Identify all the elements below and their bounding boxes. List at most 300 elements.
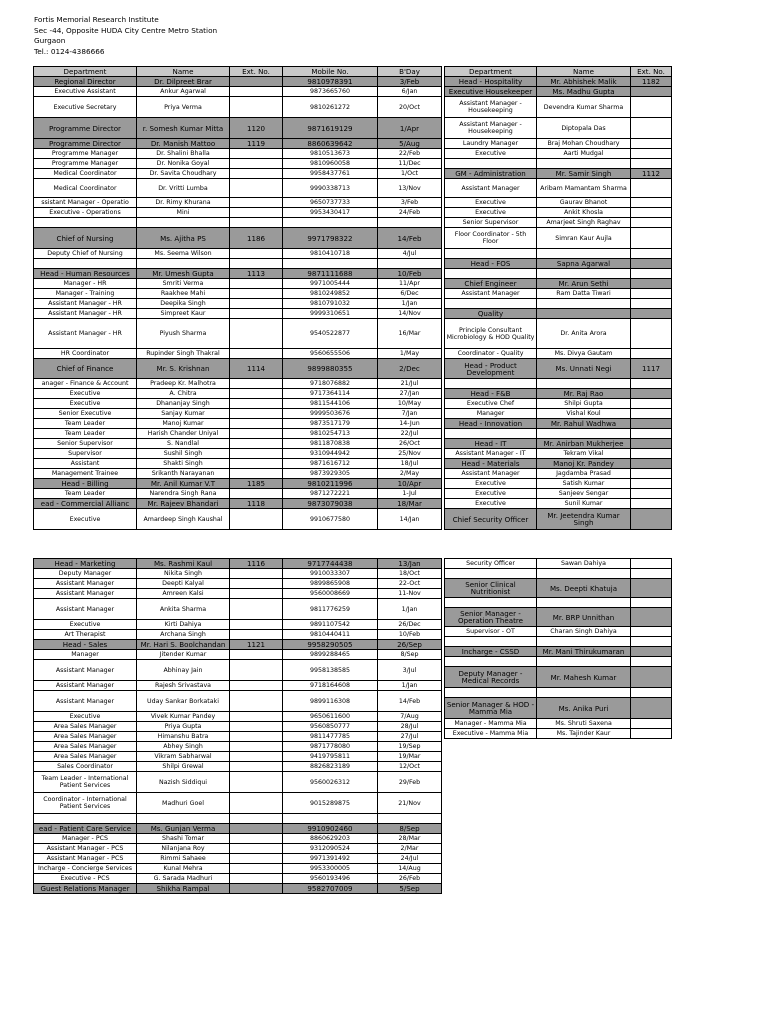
birthday-cell: 14/Jan	[378, 509, 442, 530]
birthday-cell: 8/Sep	[378, 650, 442, 660]
department-cell: Assistant Manager	[445, 179, 537, 198]
mobile-cell: 9871111688	[283, 269, 378, 279]
table-row	[445, 269, 672, 279]
birthday-cell: 14-Jun	[378, 419, 442, 429]
mobile-cell: 9873517179	[283, 419, 378, 429]
name-cell	[537, 379, 631, 389]
table-row	[445, 698, 672, 719]
birthday-cell: 7/Jan	[378, 409, 442, 419]
ext-cell	[230, 844, 283, 854]
department-cell: Assistant Manager - HR	[34, 309, 137, 319]
mobile-cell: 8860639642	[283, 139, 378, 149]
department-cell: Executive Housekeeper	[445, 87, 537, 97]
department-cell	[445, 637, 537, 647]
ext-cell: 1117	[631, 359, 672, 379]
department-cell	[445, 429, 537, 439]
birthday-cell: 10/Apr	[378, 479, 442, 489]
department-cell: Coordinator - International Patient Services	[34, 793, 137, 814]
birthday-cell: 1/Jan	[378, 599, 442, 620]
ext-cell	[230, 509, 283, 530]
ext-cell	[631, 159, 672, 169]
name-cell: Dr. Shalini Bhalla	[137, 149, 230, 159]
name-cell: Satish Kumar	[537, 479, 631, 489]
table-row	[34, 650, 442, 660]
table-row	[34, 569, 442, 579]
table-row	[445, 218, 672, 228]
birthday-cell	[378, 259, 442, 269]
department-cell: Head - Human Resources	[34, 269, 137, 279]
mobile-cell: 9899288465	[283, 650, 378, 660]
department-cell: Area Sales Manager	[34, 732, 137, 742]
table-row	[445, 729, 672, 739]
table-row	[445, 389, 672, 399]
mobile-cell: 9718164608	[283, 681, 378, 691]
name-cell: Shilpi Grewal	[137, 762, 230, 772]
mobile-cell	[283, 259, 378, 269]
department-cell: Executive Secretary	[34, 97, 137, 118]
name-cell: Archana Singh	[137, 630, 230, 640]
department-cell: Quality	[445, 309, 537, 319]
name-cell: Mr. Mahesh Kumar	[537, 667, 631, 688]
name-cell: Kunal Mehra	[137, 864, 230, 874]
department-cell: Executive	[34, 389, 137, 399]
table-row	[34, 169, 442, 179]
table-row	[34, 139, 442, 149]
name-cell: Mr. Mani Thirukumaran	[537, 647, 631, 657]
name-cell: Ms. Madhu Gupta	[537, 87, 631, 97]
department-cell: Head - IT	[445, 439, 537, 449]
department-cell: Executive	[445, 208, 537, 218]
ext-cell	[631, 469, 672, 479]
mobile-cell: 9871619129	[283, 118, 378, 139]
birthday-cell: 5/Sep	[378, 884, 442, 894]
mobile-cell: 9560008669	[283, 589, 378, 599]
name-cell	[137, 814, 230, 824]
department-cell: Assistant Manager	[34, 691, 137, 712]
department-cell: Senior Supervisor	[445, 218, 537, 228]
birthday-cell: 24/Feb	[378, 208, 442, 218]
name-cell: Dr. Anita Arora	[537, 319, 631, 349]
table-row	[34, 179, 442, 198]
name-cell: Uday Sankar Borkataki	[137, 691, 230, 712]
department-cell	[445, 299, 537, 309]
table-row	[34, 509, 442, 530]
table-row	[34, 660, 442, 681]
ext-cell	[631, 647, 672, 657]
ext-cell	[631, 499, 672, 509]
ext-cell	[230, 409, 283, 419]
name-cell: Shashi Tomar	[137, 834, 230, 844]
table-row	[34, 814, 442, 824]
table-row	[34, 772, 442, 793]
table-row	[445, 169, 672, 179]
mobile-cell	[283, 814, 378, 824]
ext-cell	[631, 399, 672, 409]
name-cell: Simpreet Kaur	[137, 309, 230, 319]
table-row	[34, 691, 442, 712]
ext-cell: 1120	[230, 118, 283, 139]
table-row	[445, 439, 672, 449]
department-cell: Assistant Manager - HR	[34, 319, 137, 349]
name-cell: Mr. Hari S. Boolchandan	[137, 640, 230, 650]
ext-cell	[230, 864, 283, 874]
name-cell: Ms. Anika Puri	[537, 698, 631, 719]
department-cell: Medical Coordinator	[34, 179, 137, 198]
ext-cell	[631, 249, 672, 259]
ext-cell	[631, 179, 672, 198]
ext-cell: 1185	[230, 479, 283, 489]
ext-cell	[230, 349, 283, 359]
mobile-cell: 9312090524	[283, 844, 378, 854]
department-cell: Regional Director	[34, 77, 137, 87]
ext-cell	[230, 87, 283, 97]
name-cell: Vikram Sabharwal	[137, 752, 230, 762]
department-cell	[445, 249, 537, 259]
birthday-cell: 11/Dec	[378, 159, 442, 169]
table-row	[445, 608, 672, 627]
ext-cell: Ext. No.	[631, 67, 672, 77]
birthday-cell: 20/Oct	[378, 97, 442, 118]
mobile-cell	[283, 218, 378, 228]
table-row	[445, 359, 672, 379]
birthday-cell: 14/Feb	[378, 691, 442, 712]
ext-cell	[230, 259, 283, 269]
name-cell: Harish Chander Uniyal	[137, 429, 230, 439]
department-cell: Manager	[34, 650, 137, 660]
name-cell	[537, 299, 631, 309]
name-cell	[537, 269, 631, 279]
name-cell: Mini	[137, 208, 230, 218]
name-cell: Ms. Unnati Negi	[537, 359, 631, 379]
mobile-cell: 9582707009	[283, 884, 378, 894]
ext-cell	[631, 459, 672, 469]
department-cell: Supervisor - OT	[445, 627, 537, 637]
name-cell: Dr. Manish Mattoo	[137, 139, 230, 149]
mobile-cell: 9953300005	[283, 864, 378, 874]
mobile-cell: 8860629203	[283, 834, 378, 844]
name-cell: Ms. Rashmi Kaul	[137, 559, 230, 569]
birthday-cell: 29/Feb	[378, 772, 442, 793]
ext-cell: 1112	[631, 169, 672, 179]
mobile-cell: 9971005444	[283, 279, 378, 289]
ext-cell	[631, 449, 672, 459]
department-cell: HR Coordinator	[34, 349, 137, 359]
ext-cell	[631, 198, 672, 208]
ext-cell: Ext. No.	[230, 67, 283, 77]
ext-cell	[230, 179, 283, 198]
table-row	[34, 824, 442, 834]
ext-cell	[631, 608, 672, 627]
ext-cell	[230, 762, 283, 772]
table-row	[445, 139, 672, 149]
table-row	[34, 77, 442, 87]
department-cell	[445, 159, 537, 169]
ext-cell	[631, 729, 672, 739]
name-cell: Mr. Anirban Mukherjee	[537, 439, 631, 449]
ext-cell	[631, 97, 672, 118]
ext-cell	[230, 208, 283, 218]
department-cell: Assistant Manager - Housekeeping	[445, 97, 537, 118]
department-cell: Team Leader	[34, 429, 137, 439]
ext-cell	[631, 259, 672, 269]
ext-cell	[230, 469, 283, 479]
table-row	[445, 719, 672, 729]
ext-cell	[631, 579, 672, 598]
table-row	[445, 299, 672, 309]
table-row	[445, 569, 672, 579]
mobile-cell: 9811477785	[283, 732, 378, 742]
department-cell: Supervisor	[34, 449, 137, 459]
name-cell: Rajesh Srivastava	[137, 681, 230, 691]
name-cell: Pradeep Kr. Malhotra	[137, 379, 230, 389]
mobile-cell: 9810513673	[283, 149, 378, 159]
table-row	[445, 637, 672, 647]
department-cell: Programme Manager	[34, 159, 137, 169]
birthday-cell: 8/Sep	[378, 824, 442, 834]
table-row	[445, 179, 672, 198]
mobile-cell: 9811776259	[283, 599, 378, 620]
mobile-cell: 9810261272	[283, 97, 378, 118]
department-cell: Head - Sales	[34, 640, 137, 650]
ext-cell: 1113	[230, 269, 283, 279]
table-row	[34, 874, 442, 884]
department-cell: Senior Executive	[34, 409, 137, 419]
ext-cell	[631, 637, 672, 647]
name-cell: Mr. Raj Rao	[537, 389, 631, 399]
name-cell: Rimmi Sahaee	[137, 854, 230, 864]
name-cell	[537, 249, 631, 259]
ext-cell	[230, 630, 283, 640]
department-cell: Head - F&B	[445, 389, 537, 399]
birthday-cell: 3/Feb	[378, 77, 442, 87]
ext-cell	[631, 429, 672, 439]
mobile-cell: 9999310651	[283, 309, 378, 319]
ext-cell	[230, 489, 283, 499]
ext-cell	[230, 198, 283, 208]
table-row	[445, 149, 672, 159]
name-cell: Ankit Khosla	[537, 208, 631, 218]
mobile-cell: 9899116308	[283, 691, 378, 712]
department-cell: Head - Billing	[34, 479, 137, 489]
department-cell: Sales Coordinator	[34, 762, 137, 772]
name-cell: Devendra Kumar Sharma	[537, 97, 631, 118]
ext-cell	[631, 309, 672, 319]
name-cell: Ankur Agarwal	[137, 87, 230, 97]
ext-cell	[631, 439, 672, 449]
mobile-cell: 9953430417	[283, 208, 378, 218]
mobile-cell: 9871778080	[283, 742, 378, 752]
name-cell: Madhuri Goel	[137, 793, 230, 814]
department-cell: Head - Materials	[445, 459, 537, 469]
name-cell: Sanjeev Sengar	[537, 489, 631, 499]
ext-cell	[230, 793, 283, 814]
mobile-cell: 9871272221	[283, 489, 378, 499]
name-cell: Srikanth Narayanan	[137, 469, 230, 479]
name-cell: Name	[137, 67, 230, 77]
birthday-cell: 12/Oct	[378, 762, 442, 772]
name-cell: A. Chitra	[137, 389, 230, 399]
name-cell: Dr. Savita Choudhary	[137, 169, 230, 179]
ext-cell: 1116	[230, 559, 283, 569]
table-row	[445, 688, 672, 698]
department-cell: Executive	[445, 198, 537, 208]
department-cell: Executive - Operations	[34, 208, 137, 218]
birthday-cell: 1/Jan	[378, 681, 442, 691]
directory-table-bottom-right	[444, 558, 672, 739]
table-row	[34, 499, 442, 509]
ext-cell	[230, 149, 283, 159]
name-cell	[537, 598, 631, 608]
mobile-cell: 9650737733	[283, 198, 378, 208]
birthday-cell: 10/Feb	[378, 269, 442, 279]
birthday-cell: 1/Oct	[378, 169, 442, 179]
birthday-cell: 10/Feb	[378, 630, 442, 640]
department-cell: Assistant Manager	[34, 681, 137, 691]
directory-table-top-right	[444, 66, 672, 530]
table-row	[34, 681, 442, 691]
name-cell: r. Somesh Kumar Mitta	[137, 118, 230, 139]
table-row	[445, 419, 672, 429]
department-cell: Senior Clinical Nutritionist	[445, 579, 537, 598]
mobile-cell: 9810960058	[283, 159, 378, 169]
name-cell: Rupinder Singh Thakral	[137, 349, 230, 359]
table-header-row	[445, 67, 672, 77]
mobile-cell: 9871616712	[283, 459, 378, 469]
department-cell: Area Sales Manager	[34, 722, 137, 732]
ext-cell	[631, 509, 672, 530]
table-row	[34, 218, 442, 228]
name-cell: Amarjeet Singh Raghav	[537, 218, 631, 228]
ext-cell	[631, 228, 672, 249]
table-row	[34, 249, 442, 259]
table-row	[445, 379, 672, 389]
department-cell: Assistant	[34, 459, 137, 469]
birthday-cell: 2/May	[378, 469, 442, 479]
table-row	[445, 509, 672, 530]
table-row	[34, 459, 442, 469]
table-row	[34, 589, 442, 599]
department-cell: Manager - PCS	[34, 834, 137, 844]
ext-cell	[230, 660, 283, 681]
department-cell	[34, 814, 137, 824]
table-row	[34, 844, 442, 854]
name-cell: Mr. Arun Sethi	[537, 279, 631, 289]
table-row	[34, 198, 442, 208]
ext-cell	[230, 379, 283, 389]
name-cell: Jitender Kumar	[137, 650, 230, 660]
table-row	[34, 319, 442, 349]
name-cell: Mr. Rajeev Bhandari	[137, 499, 230, 509]
name-cell: Sanjay Kumar	[137, 409, 230, 419]
department-cell: Assistant Manager	[34, 660, 137, 681]
table-row	[445, 309, 672, 319]
department-cell: Executive - PCS	[34, 874, 137, 884]
table-row	[34, 742, 442, 752]
name-cell	[537, 429, 631, 439]
mobile-cell: 9891107542	[283, 620, 378, 630]
table-row	[445, 559, 672, 569]
ext-cell	[631, 489, 672, 499]
mobile-cell: 9810791032	[283, 299, 378, 309]
department-cell: Executive	[34, 509, 137, 530]
mobile-cell: 9419795811	[283, 752, 378, 762]
address-line-2: Gurgaon	[34, 36, 66, 45]
department-cell: Programme Director	[34, 139, 137, 149]
mobile-cell: 9560655506	[283, 349, 378, 359]
department-cell: Executive	[34, 399, 137, 409]
ext-cell	[230, 429, 283, 439]
ext-cell	[631, 149, 672, 159]
table-row	[445, 499, 672, 509]
birthday-cell	[378, 218, 442, 228]
name-cell: Sunil Kumar	[537, 499, 631, 509]
name-cell: Vishal Koul	[537, 409, 631, 419]
name-cell: Sapna Agarwal	[537, 259, 631, 269]
department-cell	[445, 379, 537, 389]
birthday-cell: 22/Jul	[378, 429, 442, 439]
mobile-cell: 9540522877	[283, 319, 378, 349]
name-cell: Abhey Singh	[137, 742, 230, 752]
table-row	[34, 269, 442, 279]
birthday-cell: 19/Mar	[378, 752, 442, 762]
name-cell: Mr. BRP Unnithan	[537, 608, 631, 627]
name-cell: Shilpi Gupta	[537, 399, 631, 409]
ext-cell	[230, 814, 283, 824]
mobile-cell: 9999503676	[283, 409, 378, 419]
table-row	[445, 289, 672, 299]
department-cell: Deputy Chief of Nursing	[34, 249, 137, 259]
name-cell: Deepika Singh	[137, 299, 230, 309]
table-row	[445, 598, 672, 608]
ext-cell	[230, 712, 283, 722]
table-row	[445, 259, 672, 269]
mobile-cell: 9810211996	[283, 479, 378, 489]
department-cell: Assistant Manager - Housekeeping	[445, 118, 537, 139]
ext-cell	[230, 589, 283, 599]
department-cell: Head - FOS	[445, 259, 537, 269]
table-row	[34, 359, 442, 379]
department-cell: GM - Administration	[445, 169, 537, 179]
table-row	[445, 449, 672, 459]
name-cell: Smriti Verma	[137, 279, 230, 289]
department-cell: Chief Security Officer	[445, 509, 537, 530]
department-cell: Department	[34, 67, 137, 77]
table-row	[34, 620, 442, 630]
table-row	[445, 579, 672, 598]
name-cell	[537, 159, 631, 169]
department-cell: ead - Commercial Allianc	[34, 499, 137, 509]
mobile-cell: 9015289875	[283, 793, 378, 814]
table-row	[34, 118, 442, 139]
department-cell: Head - Hospitality	[445, 77, 537, 87]
birthday-cell: 14/Aug	[378, 864, 442, 874]
department-cell: Chief Engineer	[445, 279, 537, 289]
mobile-cell: 8826823189	[283, 762, 378, 772]
birthday-cell: 22-Oct	[378, 579, 442, 589]
table-header-row	[34, 67, 442, 77]
birthday-cell: 24/Jul	[378, 854, 442, 864]
mobile-cell: 9811870838	[283, 439, 378, 449]
ext-cell	[230, 752, 283, 762]
name-cell: Manoj Kr. Pandey	[537, 459, 631, 469]
name-cell: Ms. Deepti Khatuja	[537, 579, 631, 598]
table-row	[34, 884, 442, 894]
table-row	[34, 149, 442, 159]
birthday-cell: 27/Jan	[378, 389, 442, 399]
department-cell: Coordinator - Quality	[445, 349, 537, 359]
table-row	[445, 647, 672, 657]
table-row	[445, 469, 672, 479]
